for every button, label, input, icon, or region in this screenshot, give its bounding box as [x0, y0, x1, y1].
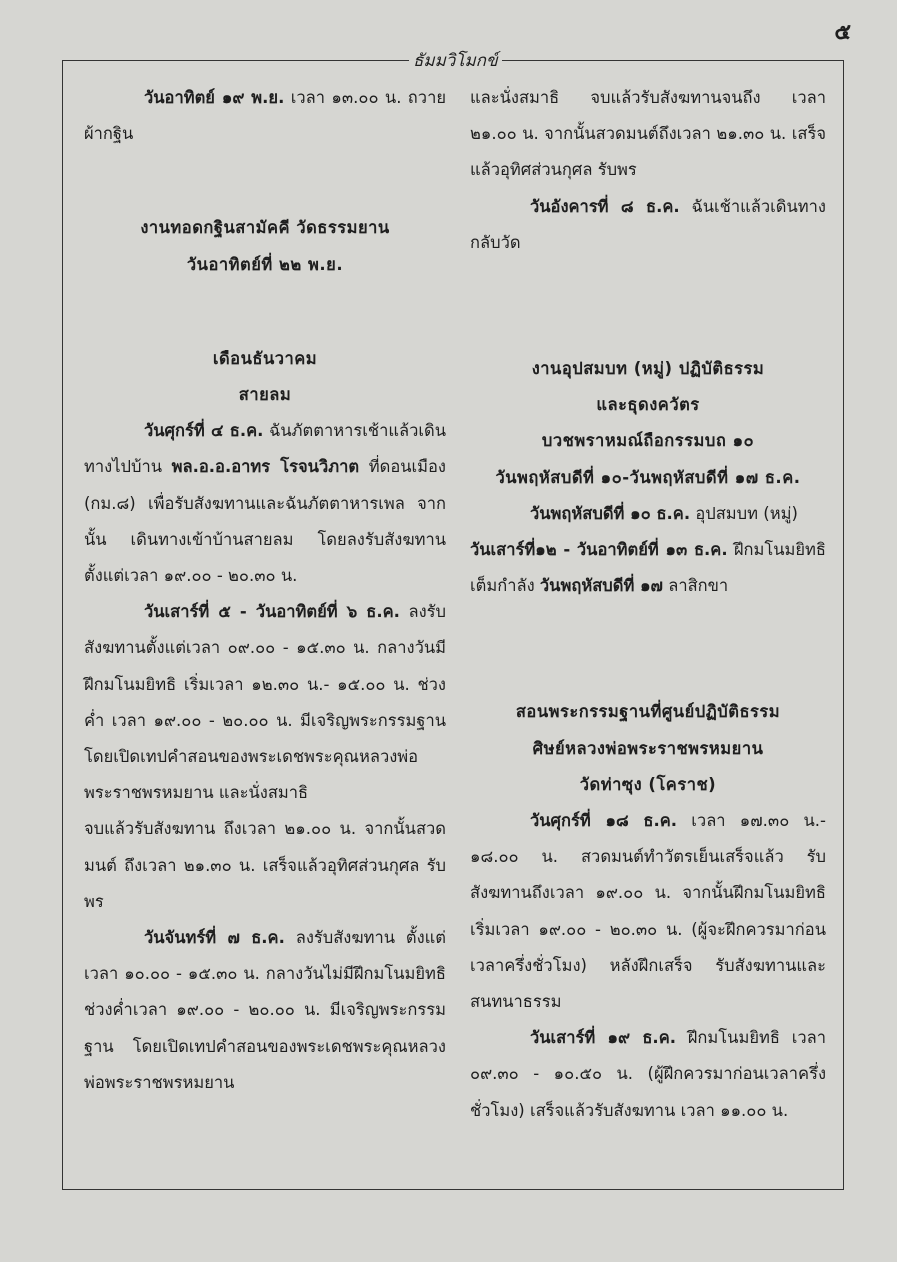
location-heading: สายลม	[238, 385, 292, 405]
section-heading-line-2: ศิษย์หลวงพ่อพระราชพรหมยาน	[532, 738, 764, 758]
section-heading: สอนพระกรรมฐานที่ศูนย์ปฏิบัติธรรม	[515, 702, 781, 722]
right-para-5	[470, 803, 826, 1020]
section-subheading: บวชพราหมณ์ถือกรรมบถ ๑๐	[541, 431, 755, 451]
section-heading: งานอุปสมบท (หมู่) ปฏิบัติธรรม	[531, 359, 765, 379]
section-heading: งานทอดกฐินสามัคคี วัดธรรมยาน	[140, 218, 390, 238]
para-text: ฝึกมโนมยิทธิ เต็มกำลัง	[470, 540, 827, 596]
left-para-4: จบแล้วรับสังฆทาน ถึงเวลา ๒๑.๐๐ น. จากนั้นสวดมนต์ ถึงเวลา ๒๑.๓๐ น. เสร็จแล้วอุทิศส่วนกุศล รับพร	[84, 819, 446, 911]
page-number: ๕	[834, 20, 851, 45]
para-text: ลาสิกขา	[662, 576, 729, 596]
para-text: ที่ดอนเมือง (กม.๘) เพื่อรับสังฆทานและฉันภัตตาหารเพล จากนั้น เดินทางเข้าบ้านสายลม โดยลงรับสังฆทานตั้งแต่เวลา ๑๙.๐๐ - ๒๐.๓๐ น.	[84, 457, 446, 586]
date-label: วันเสาร์ที่๑๒ - วันอาทิตย์ที่ ๑๓ ธ.ค.	[470, 540, 728, 560]
left-column	[84, 80, 446, 1101]
left-para-2	[84, 413, 446, 594]
para-text: ลงรับสังฆทาน ตั้งแต่เวลา ๑๐.๐๐ - ๑๕.๓๐ น. กลางวันไม่มีฝึกมโนมยิทธิ ช่วงค่ำเวลา ๑๙.๐๐ - ๒๐.๐๐ น. มีเจริญพระกรรมฐาน โดยเปิดเทปคำสอนของพระเดชพระคุณหลวงพ่อพระราชพรหมยาน	[84, 928, 446, 1092]
para-text: เวลา ๑๓.๐๐ น. ถวายผ้ากฐิน	[84, 88, 446, 144]
para-text: ฝึกมโนมยิทธิ เวลา ๐๙.๓๐ - ๑๐.๕๐ น. (ผู้ฝึกควรมาก่อนเวลาครึ่งชั่วโมง) เสร็จแล้วรับสังฆทาน เวลา ๑๑.๐๐ น.	[470, 1028, 826, 1120]
right-para-3	[470, 496, 826, 532]
para-text: เวลา ๑๗.๓๐ น.- ๑๘.๐๐ น. สวดมนต์ทำวัตรเย็นเสร็จแล้ว รับสังฆทานถึงเวลา ๑๙.๐๐ น. จากนั้นฝึกมโนมยิทธิ เริ่มเวลา ๑๙.๐๐ - ๒๐.๓๐ น. (ผู้จะฝึกควรมาก่อนเวลาครึ่งชั่วโมง) หลังฝึกเสร็จ รับสังฆทานและสนทนาธรรม	[470, 811, 826, 1012]
para-text: อุปสมบท (หมู่)	[690, 503, 798, 523]
right-para-4	[470, 532, 826, 604]
right-para-1: และนั่งสมาธิ จบแล้วรับสังฆทานจนถึง เวลา ๒๑.๐๐ น. จากนั้นสวดมนต์ถึงเวลา ๒๑.๓๐ น. เสร็จแล้วอุทิศส่วนกุศล รับพร	[470, 88, 826, 180]
date-label: วันศุกร์ที่ ๔ ธ.ค.	[144, 421, 264, 441]
date-label: วันจันทร์ที่ ๗ ธ.ค.	[144, 928, 285, 948]
right-column	[470, 80, 826, 1129]
person-name: พล.อ.อ.อาทร โรจนวิภาต	[171, 457, 360, 477]
section-subheading: วัดท่าซุง (โคราช)	[579, 774, 717, 794]
left-para-5	[84, 920, 446, 1101]
date-label: วันพฤหัสบดีที่ ๑๗	[539, 576, 663, 596]
date-range-heading: วันพฤหัสบดีที่ ๑๐-วันพฤหัสบดีที่ ๑๗ ธ.ค.	[495, 467, 801, 487]
section-subheading: วันอาทิตย์ที่ ๒๒ พ.ย.	[186, 254, 344, 274]
date-label: วันศุกร์ที่ ๑๘ ธ.ค.	[530, 811, 678, 831]
month-heading: เดือนธันวาคม	[212, 348, 318, 368]
para-text: ฉันภัตตาหารเช้าแล้วเดินทางไปบ้าน	[84, 421, 446, 477]
right-para-6	[470, 1020, 826, 1129]
section-heading-line-2: และธุดงควัตร	[596, 395, 700, 415]
date-label: วันพฤหัสบดีที่ ๑๐ ธ.ค.	[530, 503, 691, 523]
date-label: วันอาทิตย์ ๑๙ พ.ย.	[144, 88, 285, 107]
para-text: ฉันเช้าแล้วเดินทางกลับวัด	[470, 196, 826, 252]
left-para-1	[84, 80, 446, 152]
running-head: ธัมมวิโมกข์	[409, 47, 502, 74]
date-label: วันอังคารที่ ๘ ธ.ค.	[530, 196, 680, 216]
date-label: วันเสาร์ที่ ๕ - วันอาทิตย์ที่ ๖ ธ.ค.	[144, 602, 400, 622]
right-para-2	[470, 189, 826, 261]
para-text: ลงรับสังฆทานตั้งแต่เวลา ๐๙.๐๐ - ๑๕.๓๐ น. กลางวันมีฝึกมโนมยิทธิ เริ่มเวลา ๑๒.๓๐ น.- ๑๕.๐๐ น. ช่วงค่ำ เวลา ๑๙.๐๐ - ๒๐.๐๐ น. มีเจริญพระกรรมฐาน โดยเปิดเทปคำสอนของพระเดชพระคุณหลวงพ่อพระราชพรหมยาน และนั่งสมาธิ	[84, 602, 446, 803]
left-para-3	[84, 594, 446, 811]
date-label: วันเสาร์ที่ ๑๙ ธ.ค.	[530, 1028, 676, 1048]
